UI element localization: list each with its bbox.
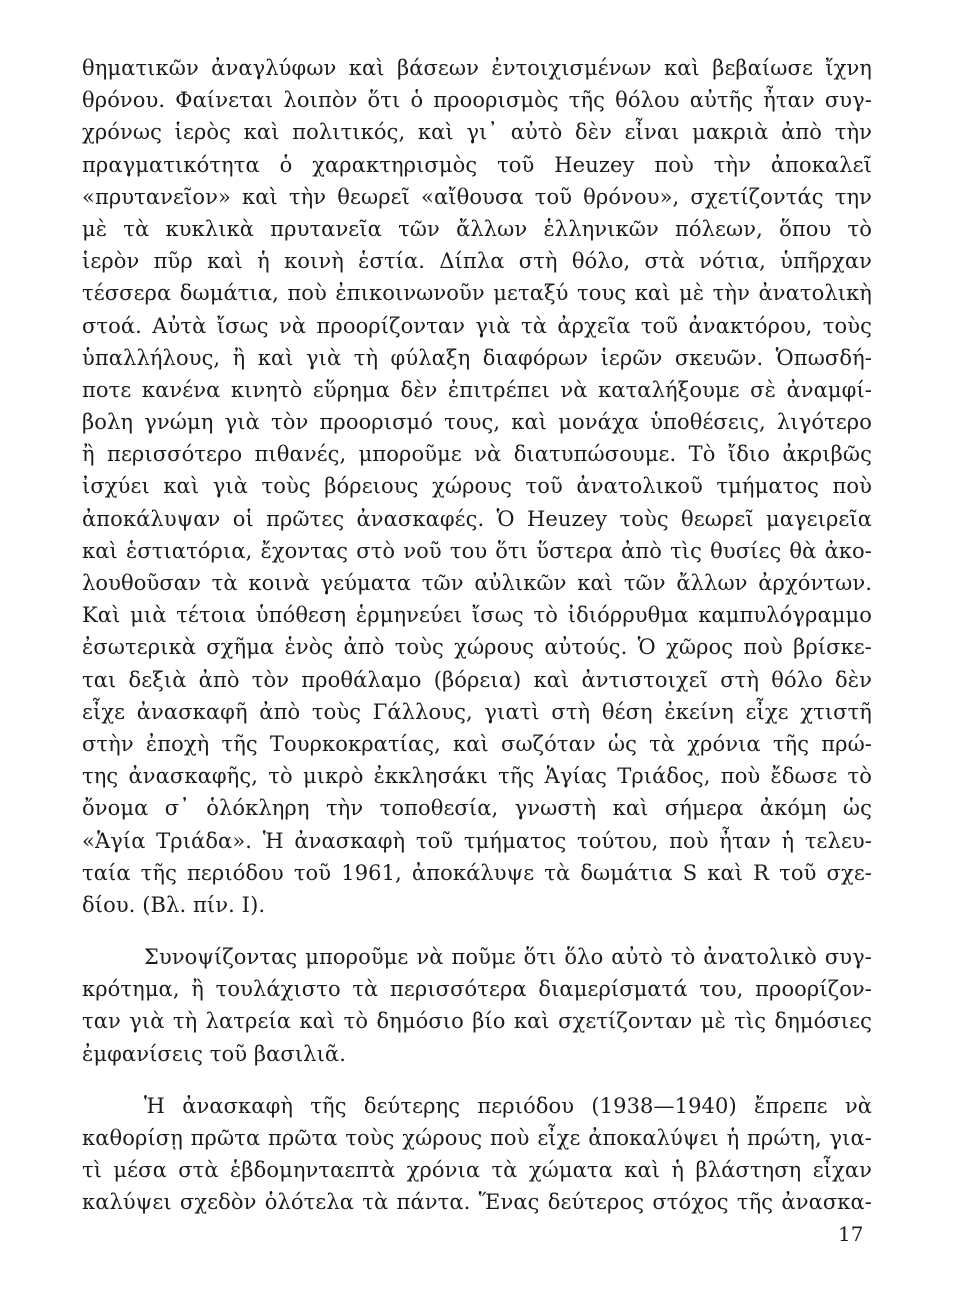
text-line: ταία τῆς περιόδου τοῦ 1961, ἀποκάλυψε τὰ δωμάτια S καὶ R τοῦ σχε- [82,860,872,885]
text-line: τέσσερα δωμάτια, ποὺ ἐπικοινωνοῦν μεταξύ τους καὶ μὲ τὴν ἀνατολικὴ [82,281,872,306]
text-line: θρόνου. Φαίνεται λοιπὸν ὅτι ὁ προορισμὸς τῆς θόλου αὐτῆς ἦταν συγ- [82,88,872,113]
paragraph-3 [82,1090,872,1219]
text-line: ἱερὸν πῦρ καὶ ἡ κοινὴ ἑστία. Δίπλα στὴ θόλο, στὰ νότια, ὑπῆρχαν [82,249,872,274]
text-line: ταν γιὰ τὴ λατρεία καὶ τὸ δημόσιο βίο καὶ σχετίζονταν μὲ τὶς δημόσιες [82,1009,872,1034]
text-line: ἀποκάλυψαν οἱ πρῶτες ἀνασκαφές. Ὁ Heuzey τοὺς θεωρεῖ μαγειρεῖα [82,506,872,531]
text-line: θηματικῶν ἀναγλύφων καὶ βάσεων ἐντοιχισμένων καὶ βεβαίωσε ἴχνη [82,56,872,80]
text-line: καθορίσῃ πρῶτα πρῶτα τοὺς χώρους ποὺ εἶχε ἀποκαλύψει ἡ πρώτη, για- [82,1126,872,1150]
text-line: καὶ ἑστιατόρια, ἔχοντας στὸ νοῦ του ὅτι ὕστερα ἀπὸ τὶς θυσίες θὰ ἀκο- [82,538,872,563]
text-line: χρόνως ἱερὸς καὶ πολιτικός, καὶ γι᾽ αὐτὸ δὲν εἶναι μακριὰ ἀπὸ τὴν [82,120,872,145]
text-line: στοά. Αὐτὰ ἴσως νὰ προορίζονταν γιὰ τὰ ἀρχεῖα τοῦ ἀνακτόρου, τοὺς [82,313,872,338]
text-line: μὲ τὰ κυκλικὰ πρυτανεῖα τῶν ἄλλων ἑλληνικῶν πόλεων, ὅπου τὸ [82,216,872,241]
text-line: ἢ περισσότερο πιθανές, μποροῦμε νὰ διατυπώσουμε. Τὸ ἴδιο ἀκριβῶς [82,442,872,467]
text-line: «Ἁγία Τριάδα». Ἡ ἀνασκαφὴ τοῦ τμήματος τούτου, ποὺ ἦταν ἡ τελευ- [82,828,872,853]
text-line: «πρυτανεῖον» καὶ τὴν θεωρεῖ «αἴθουσα τοῦ θρόνου», σχετίζοντάς την [82,184,872,209]
paragraph-2 [82,941,872,1070]
text-line: βολη γνώμη γιὰ τὸν προορισμό τους, καὶ μονάχα ὑποθέσεις, λιγότερο [82,410,872,435]
paragraph-1 [82,52,872,921]
text-line: τὶ μέσα στὰ ἑβδομηνταεπτὰ χρόνια τὰ χώματα καὶ ἡ βλάστηση εἶχαν [82,1158,872,1183]
text-line: ἐσωτερικὰ σχῆμα ἑνὸς ἀπὸ τοὺς χώρους αὐτούς. Ὁ χῶρος ποὺ βρίσκε- [82,635,872,660]
text-line: ἐμφανίσεις τοῦ βασιλιᾶ. [82,1041,346,1066]
text-line: ποτε κανένα κινητὸ εὕρημα δὲν ἐπιτρέπει νὰ καταλήξουμε σὲ ἀναμφί- [82,377,872,402]
text-line: λουθοῦσαν τὰ κοινὰ γεύματα τῶν αὐλικῶν καὶ τῶν ἄλλων ἀρχόντων. [82,571,872,595]
page-number: 17 [838,1222,864,1246]
text-line: κρότημα, ἢ τουλάχιστο τὰ περισσότερα διαμερίσματά του, προορίζον- [82,977,872,1002]
text-line: ὑπαλλήλους, ἢ καὶ γιὰ τὴ φύλαξη διαφόρων ἱερῶν σκευῶν. Ὁπωσδή- [82,345,872,370]
text-line: ἰσχύει καὶ γιὰ τοὺς βόρειους χώρους τοῦ ἀνατολικοῦ τμήματος ποὺ [82,474,872,499]
paragraph-spacer [82,1070,872,1090]
text-line: Συνοψίζοντας μποροῦμε νὰ ποῦμε ὅτι ὅλο αὐτὸ τὸ ἀνατολικὸ συγ- [144,945,872,970]
text-line: Ἡ ἀνασκαφὴ τῆς δεύτερης περιόδου (1938—1940) ἔπρεπε νὰ [144,1093,872,1118]
paragraph-spacer [82,921,872,941]
text-line: ὄνομα σ᾽ ὁλόκληρη τὴν τοποθεσία, γνωστὴ καὶ σήμερα ἀκόμη ὡς [82,796,872,821]
text-line: εἶχε ἀνασκαφῆ ἀπὸ τοὺς Γάλλους, γιατὶ στὴ θέση ἐκείνη εἶχε χτιστῆ [82,699,872,724]
text-line: Καὶ μιὰ τέτοια ὑπόθεση ἑρμηνεύει ἴσως τὸ ἰδιόρρυθμα καμπυλόγραμμο [82,603,872,628]
text-line: στὴν ἐποχὴ τῆς Τουρκοκρατίας, καὶ σωζόταν ὡς τὰ χρόνια τῆς πρώ- [82,731,872,756]
text-line: καλύψει σχεδὸν ὁλότελα τὰ πάντα. Ἕνας δεύτερος στόχος τῆς ἀνασκα- [82,1190,872,1215]
text-line: δίου. (Βλ. πίν. I). [82,892,266,917]
text-line: της ἀνασκαφῆς, τὸ μικρὸ ἐκκλησάκι τῆς Ἁγίας Τριάδος, ποὺ ἔδωσε τὸ [82,764,872,789]
body-text [82,52,872,1219]
text-line: πραγματικότητα ὁ χαρακτηρισμὸς τοῦ Heuzey ποὺ τὴν ἀποκαλεῖ [82,152,872,177]
text-line: ται δεξιὰ ἀπὸ τὸν προθάλαμο (βόρεια) καὶ ἀντιστοιχεῖ στὴ θόλο δὲν [82,667,872,692]
